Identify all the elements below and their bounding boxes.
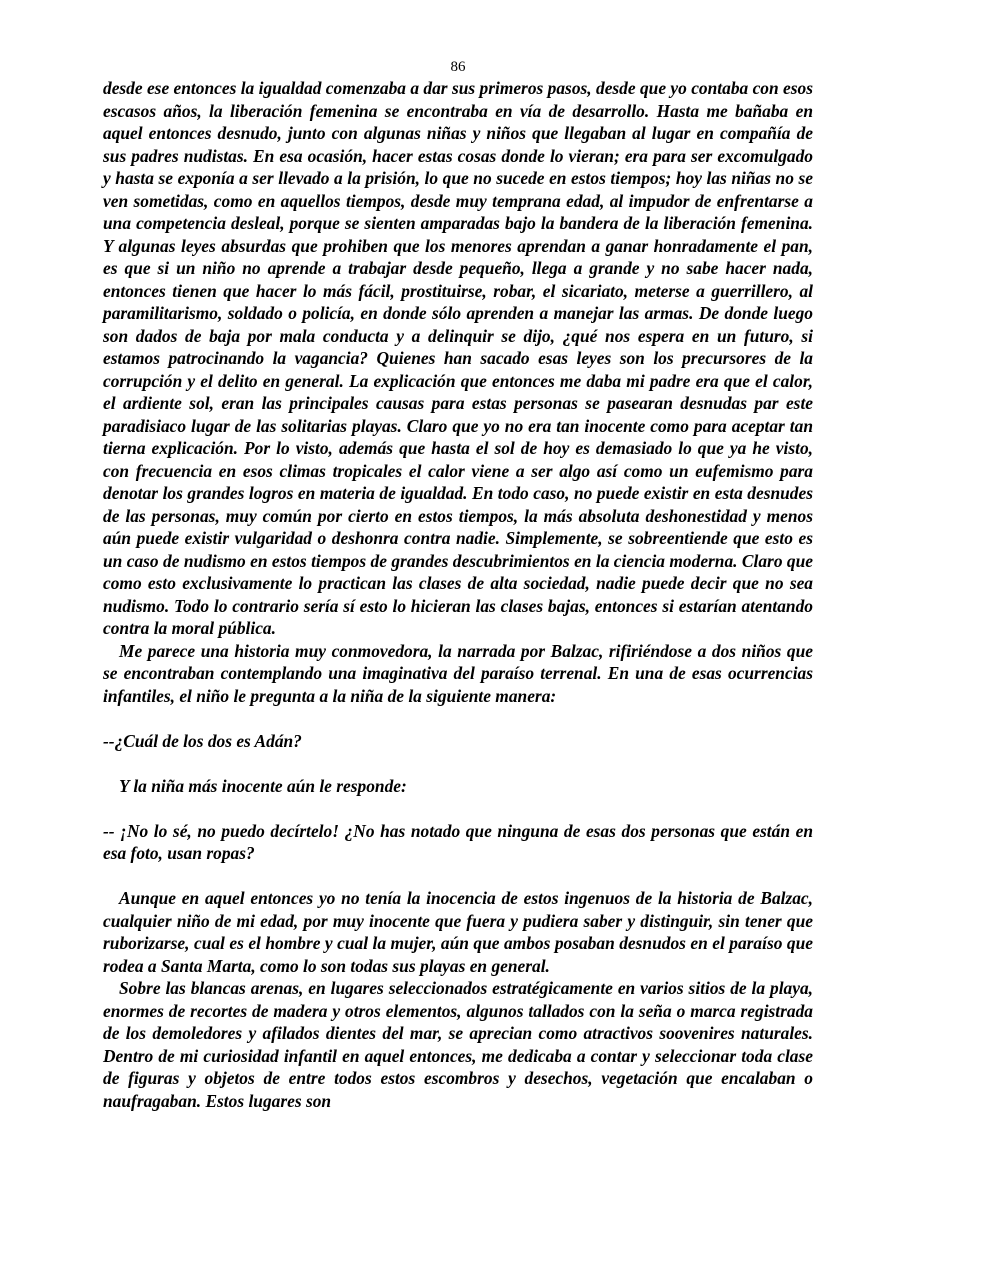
document-body xyxy=(103,77,813,1112)
paragraph-innocence: Aunque en aquel entonces yo no tenía la inocencia de estos ingenuos de la historia de Balzac, cualquier niño de mi edad, por muy inocente que fuera y pudiera saber y distinguir, sin tener que ruborizarse, cual es el hombre y cual la mujer, aún que ambos posaban desnudos en el paraíso que rodea a Santa Marta, como lo son todas sus playas en general. xyxy=(103,888,813,976)
dialogue-narration: Y la niña más inocente aún le responde: xyxy=(119,775,407,796)
paragraph-balzac-story: Me parece una historia muy conmovedora, la narrada por Balzac, rifiriéndose a dos niños que se encontraban contemplando una imaginativa del paraíso terrenal. En una de esas ocurrencias infantiles, el niño le pregunta a la niña de la siguiente manera: xyxy=(103,640,813,706)
dialogue-question: --¿Cuál de los dos es Adán? xyxy=(103,730,302,751)
page-number: 86 xyxy=(450,59,466,75)
dialogue-answer: -- ¡No lo sé, no puedo decírtelo! ¿No has notado que ninguna de esas dos personas que están en esa foto, usan ropas? xyxy=(103,820,813,863)
paragraph-beach-objects: Sobre las blancas arenas, en lugares seleccionados estratégicamente en varios sitios de la playa, enormes de recortes de madera y otros elementos, algunos tallados con la seña o marca registrada de los demoledores y afilados dientes del mar, se aprecian como atractivos soovenires naturales. Dentro de mi curiosidad infantil en aquel entonces, me dedicaba a contar y seleccionar toda clase de figuras y objetos de entre todos estos escombros y desechos, vegetación que encalaban o naufragaban. Estos lugares son xyxy=(103,978,813,1111)
paragraph-nudism: desde ese entonces la igualdad comenzaba a dar sus primeros pasos, desde que yo contaba con esos escasos años, la liberación femenina se encontraba en vía de desarrollo. Hasta me bañaba en aquel entonces desnudo, junto con algunas niñas y niños que llegaban al lugar en compañía de sus padres nudistas. En esa ocasión, hacer estas cosas donde lo vieran; era para ser excomulgado y hasta se exponía a ser llevado a la prisión, lo que no sucede en estos tiempos; hoy las niñas no se ven sometidas, como en aquellos tiempos, desde muy temprana edad, al impudor de enfrentarse a una competencia desleal, porque se sienten amparadas bajo la bandera de la liberación femenina. Y algunas leyes absurdas que prohiben que los menores aprendan a ganar honradamente el pan, es que si un niño no aprende a trabajar desde pequeño, llega a grande y no sabe hacer nada, entonces tienen que hacer lo más fácil, prostituirse, robar, el sicariato, meterse a guerrillero, al paramilitarismo, soldado o policía, en donde sólo aprenden a manejar las armas. De donde luego son dados de baja por mala conducta y a delinquir se dijo, ¿qué nos espera en un futuro, si estamos patrocinando la vagancia? Quienes han sacado esas leyes son los precursores de la corrupción y el delito en general. La explicación que entonces me daba mi padre era que el calor, el ardiente sol, eran las principales causas para estas personas se pasearan desnudas par este paradisiaco lugar de las solitarias playas. Claro que yo no era tan inocente como para aceptar tan tierna explicación. Por lo visto, además que hasta el sol de hoy es demasiado lo que ya he visto, con frecuencia en esos climas tropicales el calor viene a ser algo así como un eufemismo para denotar los grandes logros en materia de igualdad. En todo caso, no puede existir en esta desnudes de las personas, muy común por cierto en estos tiempos, la más absoluta deshonestidad y menos aún puede existir vulgaridad o deshonra contra nadie. Simplemente, se sobreentiende que esto es un caso de nudismo en estos tiempos de grandes descubrimientos en la ciencia moderna. Claro que como esto exclusivamente lo practican las clases de alta sociedad, nadie puede decir que no sea nudismo. Todo lo contrario sería sí esto lo hicieran las clases bajas, entonces si estarían atentando contra la moral pública. xyxy=(103,78,813,638)
